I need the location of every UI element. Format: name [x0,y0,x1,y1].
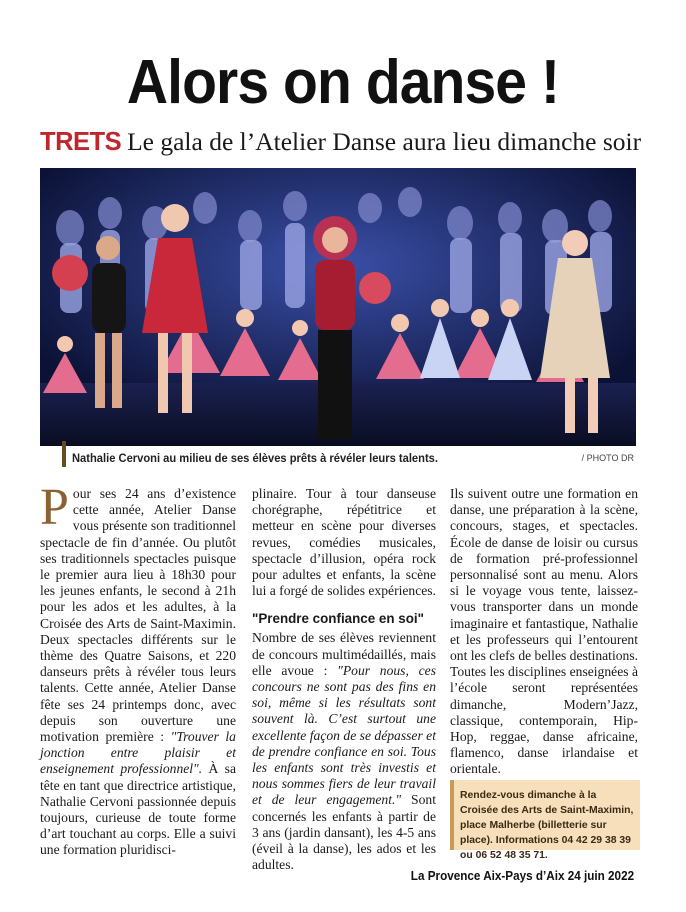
paragraph-text: À sa tête en tant que directrice artistique, Nathalie Cervoni passionnée depuis toujours, curieuse de toute forme d’art touchant au corps. Elle a suivi une formation pluridisci- [40,761,236,858]
article-paragraph-2: plinaire. Tour à tour danseuse chorégraphe, répétitrice et metteur en scène pour diverses revues, comédies musicales, spectacle d’illusion, opéra rock pour adultes et enfants, la scène lui a forgé de solides expériences. [252,486,436,599]
subheadline-text: Le gala de l’Atelier Danse aura lieu dimanche soir [127,127,642,156]
quote: "Trouver la jonction entre plaisir et enseignement professionnel". [40,729,236,777]
paragraph-text: Sont concernés les enfants à partir de 3 ans (jardin dansant), les 4-5 ans (éveil à la danse), les ados et les adultes. [252,792,436,873]
info-box [450,780,640,861]
caption-accent-bar [62,441,66,467]
kicker-location: TRETS [40,128,122,156]
article-paragraph-3 [252,630,436,873]
article-column-1 [40,479,236,859]
article-paragraph-1 [40,479,236,859]
quote: "Pour nous, ces concours ne sont pas des fins en soi, même si les résultats sont souvent là. C’est surtout une excellente façon de se dépasser et de prendre confiance en soi. Tous les enfants sont très investis et nous sommes fiers de leur travail et de leur engagement." [252,662,436,808]
photo-caption: Nathalie Cervoni au milieu de ses élèves prêts à révéler leurs talents. [72,451,438,465]
article-column-3 [450,486,638,800]
paragraph-text: our ses 24 ans d’existence cette année, Atelier Danse vous présente son traditionnel spectacle de fin d’année. Ou plutôt ses traditionnels spectacles puisque le premier aura lieu à 18h30 pour les jeunes enfants, le second à 21h pour les ados et les adultes, à la Croisée des Arts de Saint-Maximin. Deux spectacles différents sur le thème des Quatre Saisons, et 220 danseurs prêts à révéler tous leurs talents. Cette année, Atelier Danse fête ses 24 printemps donc, avec depuis son ouverture une motivation première : [40,486,236,745]
info-box-text: Rendez-vous dimanche à la Croisée des Arts de Saint-Maximin, place Malherbe (billetterie sur place). Informations 04 42 29 38 39 ou 06 52 48 35 71. [460,790,634,861]
subheadline [40,126,650,158]
article-subtitle: "Prendre confiance en soi" [252,611,424,627]
article-column-2 [252,486,436,873]
photo-credit: / PHOTO DR [581,453,634,463]
stage-photo [40,168,636,446]
headline: Alors on danse ! [126,48,560,117]
article-paragraph-4: Ils suivent outre une formation en danse, une préparation à la scène, concours, stages, et spectacles. École de danse de loisir ou cursus de formation pré-professionnel personnalisé sont au menu. Alors si le voyage vous tente, laissez-vous transporter dans un monde imaginaire et fantastique, Nathalie et les professeurs qui l’entourent ont les clefs de belles destinations. Toutes les disciplines enseignées à l’école seront représentées dimanche, Modern’Jazz, classique, contemporain, Hip-Hop, reggae, danse africaine, flamenco, danse irlandaise et orientale. [450,486,639,777]
publication-footer: La Provence Aix-Pays d’Aix 24 juin 2022 [410,868,634,883]
dancers-on-stage-image [40,168,636,446]
dropcap: P [40,479,69,536]
paragraph-text: Nombre de ses élèves reviennent de concours multimédaillés, mais elle avoue : [252,630,436,678]
